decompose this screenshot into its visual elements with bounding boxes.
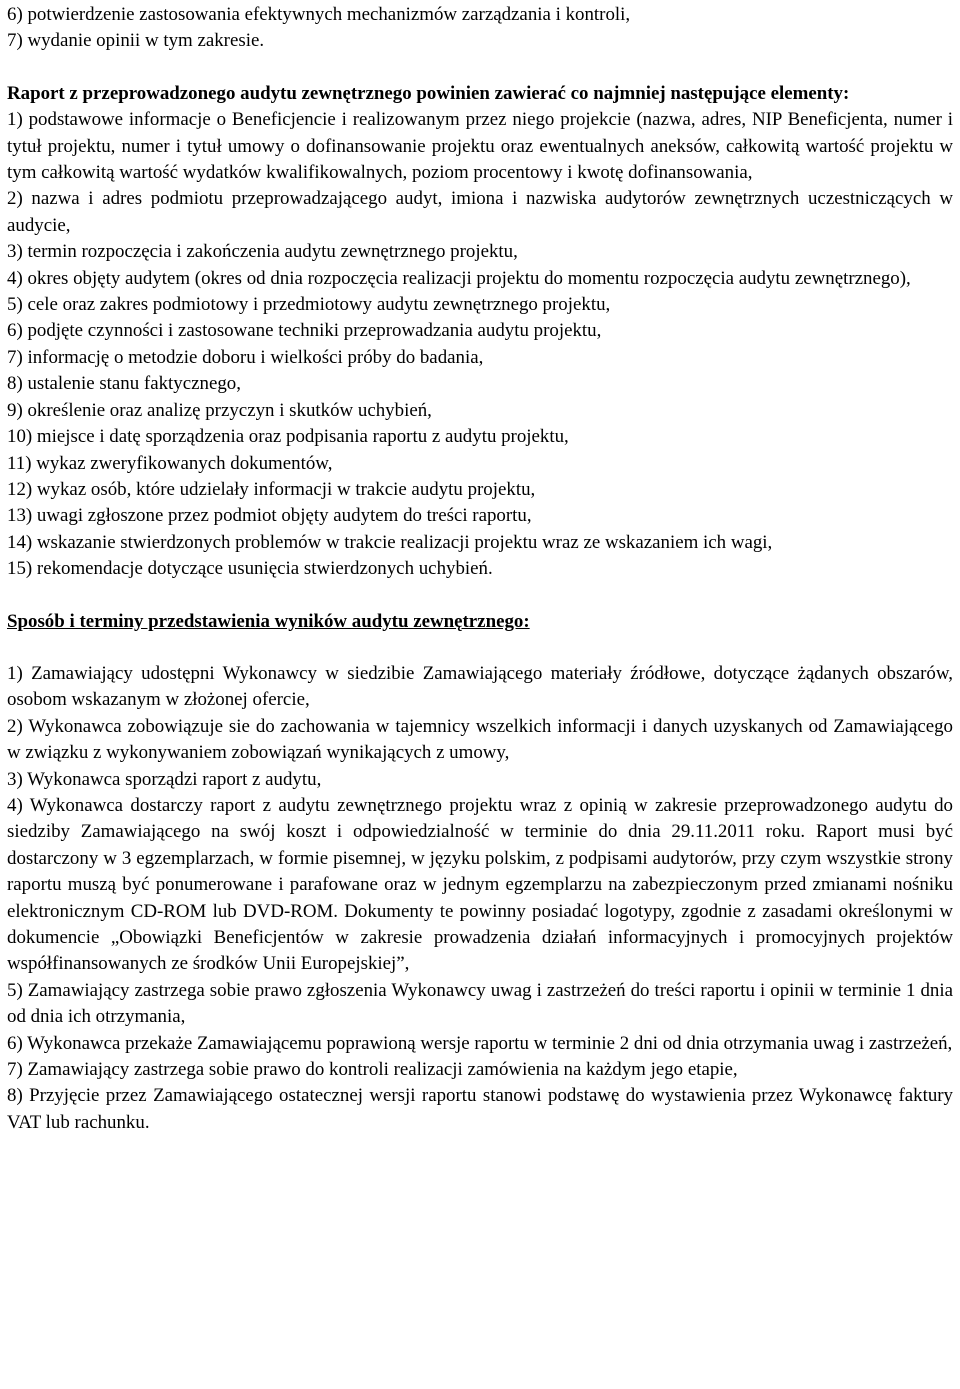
top-list xyxy=(7,2,953,55)
list-item: 7) wydanie opinii w tym zakresie. xyxy=(7,30,265,52)
terms-heading: Sposób i terminy przedstawienia wyników audytu zewnętrznego: xyxy=(7,610,530,632)
list-item: 1) Zamawiający udostępni Wykonawcy w siedzibie Zamawiającego materiały źródłowe, dotyczące żądanych obszarów, osobom wskazanym w złożonej ofercie, xyxy=(7,662,953,711)
list-item: 6) Wykonawca przekaże Zamawiającemu poprawioną wersje raportu w terminie 2 dni od dnia otrzymania uwag i zastrzeżeń, xyxy=(7,1032,953,1054)
list-item: 2) Wykonawca zobowiązuje sie do zachowania w tajemnicy wszelkich informacji i danych uzyskanych od Zamawiającego w związku z wykonywaniem zobowiązań wynikających z umowy, xyxy=(7,715,953,764)
list-item: 8) ustalenie stanu faktycznego, xyxy=(7,373,241,395)
list-item: 3) Wykonawca sporządzi raport z audytu, xyxy=(7,768,322,790)
spacer xyxy=(7,635,953,661)
report-heading: Raport z przeprowadzonego audytu zewnętrznego powinien zawierać co najmniej następujące elementy: xyxy=(7,82,850,104)
spacer xyxy=(7,55,953,81)
list-item: 10) miejsce i datę sporządzenia oraz podpisania raportu z audytu projektu, xyxy=(7,426,569,448)
list-item: 6) potwierdzenie zastosowania efektywnych mechanizmów zarządzania i kontroli, xyxy=(7,4,631,25)
list-item: 7) informację o metodzie doboru i wielkości próby do badania, xyxy=(7,346,484,368)
list-item: 6) podjęte czynności i zastosowane techniki przeprowadzania audytu projektu, xyxy=(7,320,602,342)
list-item: 1) podstawowe informacje o Beneficjencie i realizowanym przez niego projekcie (nazwa, adres, NIP Beneficjenta, numer i tytuł projektu, numer i tytuł umowy o dofinansowanie projektu oraz ewentualnych aneksów, całkowitą wartość projektu w tym całkowitą wartość wydatków kwalifikowalnych, poziom procentowy i kwotę dofinansowania, xyxy=(7,109,953,184)
list-item: 15) rekomendacje dotyczące usunięcia stwierdzonych uchybień. xyxy=(7,558,493,580)
list-item: 3) termin rozpoczęcia i zakończenia audytu zewnętrznego projektu, xyxy=(7,241,518,263)
list-item: 5) Zamawiający zastrzega sobie prawo zgłoszenia Wykonawcy uwag i zastrzeżeń do treści raportu i opinii w terminie 1 dnia od dnia ich otrzymania, xyxy=(7,979,953,1028)
report-items-list xyxy=(7,107,953,582)
list-item: 14) wskazanie stwierdzonych problemów w trakcie realizacji projektu wraz ze wskazaniem ich wagi, xyxy=(7,531,773,553)
list-item: 12) wykaz osób, które udzielały informacji w trakcie audytu projektu, xyxy=(7,478,536,500)
list-item: 8) Przyjęcie przez Zamawiającego ostatecznej wersji raportu stanowi podstawę do wystawienia przez Wykonawcę faktury VAT lub rachunku. xyxy=(7,1085,953,1133)
list-item: 7) Zamawiający zastrzega sobie prawo do kontroli realizacji zamówienia na każdym jego etapie, xyxy=(7,1059,738,1081)
list-item: 13) uwagi zgłoszone przez podmiot objęty audytem do treści raportu, xyxy=(7,505,532,527)
spacer xyxy=(7,583,953,609)
list-item: 4) okres objęty audytem (okres od dnia rozpoczęcia realizacji projektu do momentu rozpoczęcia audytu zewnętrznego), xyxy=(7,267,911,289)
list-item: 5) cele oraz zakres podmiotowy i przedmiotowy audytu zewnętrznego projektu, xyxy=(7,294,611,316)
terms-items-list xyxy=(7,661,953,1136)
list-item: 4) Wykonawca dostarczy raport z audytu zewnętrznego projektu wraz z opinią w zakresie przeprowadzonego audytu do siedziby Zamawiającego na swój koszt i odpowiedzialność w terminie do dnia 29.11.2011 roku. Raport musi być dostarczony w 3 egzemplarzach, w formie pisemnej, w języku polskim, z podpisami audytorów, przy czym wszystkie strony raportu muszą być ponumerowane i parafowane oraz w jednym egzemplarzu na zabezpieczonym przed zmianami nośniku elektronicznym CD-ROM lub DVD-ROM. Dokumenty te powinny posiadać logotypy, zgodnie z zasadami określonymi w dokumencie „Obowiązki Beneficjentów w zakresie prowadzenia działań informacyjnych i promocyjnych projektów współfinansowanych ze środków Unii Europejskiej”, xyxy=(7,794,953,975)
list-item: 2) nazwa i adres podmiotu przeprowadzającego audyt, imiona i nazwiska audytorów zewnętrznych uczestniczących w audycie, xyxy=(7,188,953,236)
list-item: 11) wykaz zweryfikowanych dokumentów, xyxy=(7,452,333,474)
list-item: 9) określenie oraz analizę przyczyn i skutków uchybień, xyxy=(7,399,432,421)
